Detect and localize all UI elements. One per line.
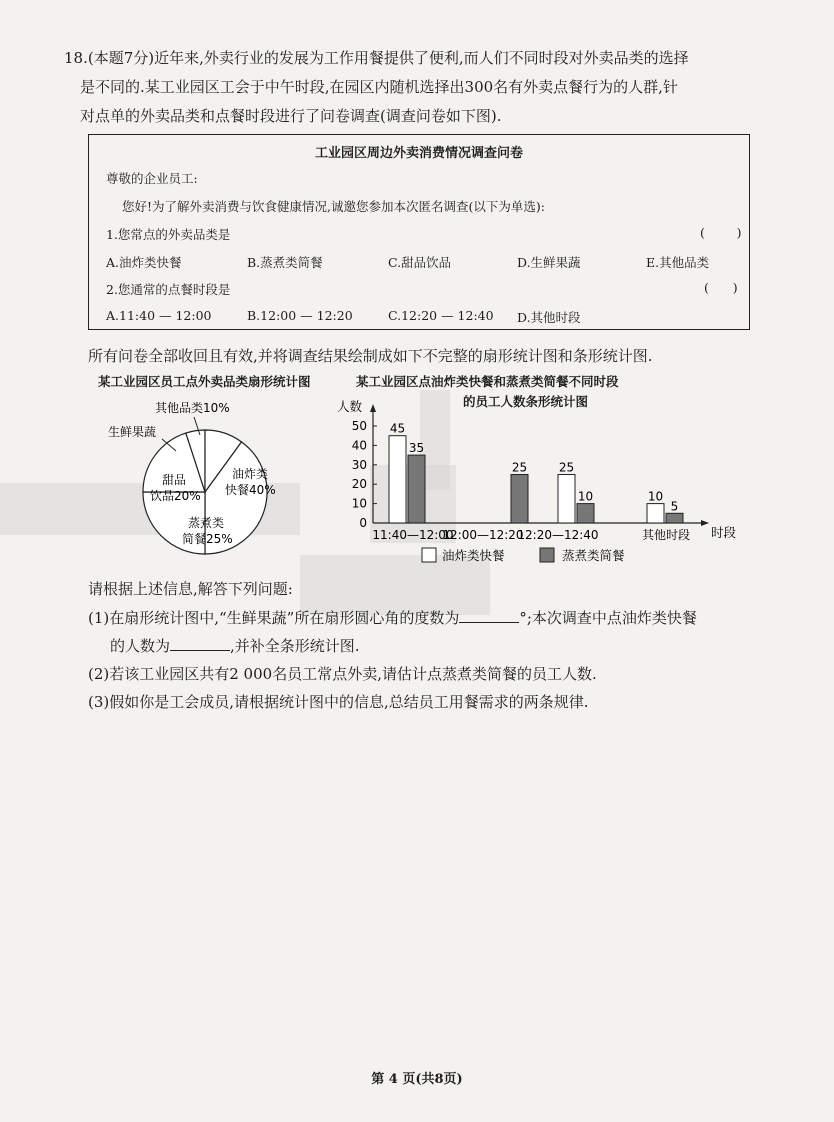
pie-label-fried-line1: 油炸类 xyxy=(232,467,269,481)
survey-q1-option-b: B.蒸煮类简餐 xyxy=(247,255,323,270)
bar-y-axis-arrow xyxy=(370,404,376,412)
pie-label-dessert-line2: 饮品20% xyxy=(150,489,201,503)
survey-q1-option-c: C.甜品饮品 xyxy=(388,255,452,270)
survey-q2-option-d: D.其他时段 xyxy=(517,310,581,325)
bar-fried xyxy=(647,504,664,523)
survey-intro: 您好!为了解外卖消费与饮食健康情况,诚邀您参加本次匿名调查(以下为单选): xyxy=(122,199,545,214)
bar-data-label: 5 xyxy=(670,499,679,514)
pie-label-steamed-line1: 蒸煮类 xyxy=(188,516,225,530)
survey-q1-option-d: D.生鲜果蔬 xyxy=(517,255,581,270)
bar-x-category-label: 11:40—12:00 xyxy=(372,528,454,542)
bar-data-label: 10 xyxy=(647,489,664,504)
survey-q1-option-e: E.其他品类 xyxy=(646,255,710,270)
bar-y-tick-label: 20 xyxy=(351,477,367,492)
legend-swatch-steamed xyxy=(540,548,554,562)
after-survey-text: 所有问卷全部收回且有效,并将调查结果绘制成如下不完整的扇形统计图和条形统计图. xyxy=(88,347,653,365)
bar-x-category-label: 其他时段 xyxy=(641,528,691,542)
bar-fried xyxy=(389,436,406,523)
survey-q2-bracket: ( ) xyxy=(704,280,738,295)
survey-q1-bracket: ( ) xyxy=(700,225,742,240)
survey-q2-text: 2.您通常的点餐时段是 xyxy=(106,282,231,297)
bar-data-label: 35 xyxy=(408,441,425,456)
bar-data-label: 45 xyxy=(389,421,406,436)
bar-x-axis-arrow xyxy=(701,520,709,526)
page-footer: 第 4 页(共8页) xyxy=(371,1072,463,1087)
subq1-line1 xyxy=(88,608,697,628)
pie-outside-label-other: 其他品类10% xyxy=(155,401,230,415)
bar-y-tick-label: 0 xyxy=(359,516,367,530)
survey-q1-option-a: A.油炸类快餐 xyxy=(106,255,182,270)
answer-blank-angle[interactable] xyxy=(459,608,519,623)
survey-q1-text: 1.您常点的外卖品类是 xyxy=(106,227,231,242)
subq2-text: (2)若该工业园区共有2 000名员工常点外卖,请估计点蒸煮类简餐的员工人数. xyxy=(88,665,597,683)
pie-chart-title: 某工业园区员工点外卖品类扇形统计图 xyxy=(98,374,311,389)
bar-y-tick-label: 50 xyxy=(351,419,367,433)
bar-steamed xyxy=(511,475,528,524)
bar-chart-title-line2: 的员工人数条形统计图 xyxy=(463,394,589,409)
subq1-part-d: ,并补全条形统计图. xyxy=(230,637,360,655)
question-line-2: 是不同的.某工业园区工会于中午时段,在园区内随机选择出300名有外卖点餐行为的人群,针 xyxy=(80,78,678,96)
bar-data-label: 25 xyxy=(511,460,528,475)
bar-chart xyxy=(325,392,750,572)
bar-y-tick-label: 30 xyxy=(351,457,367,472)
legend-label-steamed: 蒸煮类简餐 xyxy=(562,548,625,563)
answer-blank-count[interactable] xyxy=(170,636,230,651)
bar-data-label: 10 xyxy=(577,489,594,504)
subq1-line2 xyxy=(110,636,360,656)
bar-y-tick-label: 40 xyxy=(351,438,367,453)
instructions-text: 请根据上述信息,解答下列问题: xyxy=(88,580,293,598)
pie-chart xyxy=(90,395,320,565)
bar-steamed xyxy=(577,504,594,523)
bar-steamed xyxy=(408,455,425,523)
pie-outside-label-fresh: 生鲜果蔬 xyxy=(108,425,157,439)
bar-y-tick-label: 10 xyxy=(351,496,367,511)
pie-label-dessert-line1: 甜品 xyxy=(162,473,187,487)
survey-greeting: 尊敬的企业员工: xyxy=(106,171,198,186)
subq1-part-b: °;本次调查中点油炸类快餐 xyxy=(519,609,697,627)
survey-title: 工业园区周边外卖消费情况调查问卷 xyxy=(314,146,523,161)
bar-chart-xlabel: 时段 xyxy=(711,525,737,540)
subq3-text: (3)假如你是工会成员,请根据统计图中的信息,总结员工用餐需求的两条规律. xyxy=(88,693,589,711)
legend-label-fried: 油炸类快餐 xyxy=(442,548,505,563)
survey-q2-option-c: C.12:20 — 12:40 xyxy=(388,308,494,323)
survey-q2-option-a: A.11:40 — 12:00 xyxy=(106,308,212,323)
pie-label-fried-line2: 快餐40% xyxy=(225,483,276,497)
subq1-part-a: (1)在扇形统计图中,“生鲜果蔬”所在扇形圆心角的度数为 xyxy=(88,609,460,627)
question-line-1: 18.(本题7分)近年来,外卖行业的发展为工作用餐提供了便利,而人们不同时段对外卖品类的选择 xyxy=(64,49,689,67)
pie-label-steamed-line2: 简餐25% xyxy=(182,532,233,546)
bar-x-category-label: 12:00—12:20 xyxy=(442,528,524,542)
bar-fried xyxy=(558,475,575,524)
bar-steamed xyxy=(666,513,683,523)
survey-q2-option-b: B.12:00 — 12:20 xyxy=(247,308,353,323)
bar-chart-title-line1: 某工业园区点油炸类快餐和蒸煮类简餐不同时段 xyxy=(356,374,619,389)
legend-swatch-fried xyxy=(422,548,436,562)
subq1-part-c: 的人数为 xyxy=(110,637,171,655)
bar-chart-ylabel: 人数 xyxy=(337,399,363,414)
bar-data-label: 25 xyxy=(558,460,575,475)
bar-x-category-label: 12:20—12:40 xyxy=(517,528,599,542)
question-line-3: 对点单的外卖品类和点餐时段进行了问卷调查(调查问卷如下图). xyxy=(80,107,502,125)
